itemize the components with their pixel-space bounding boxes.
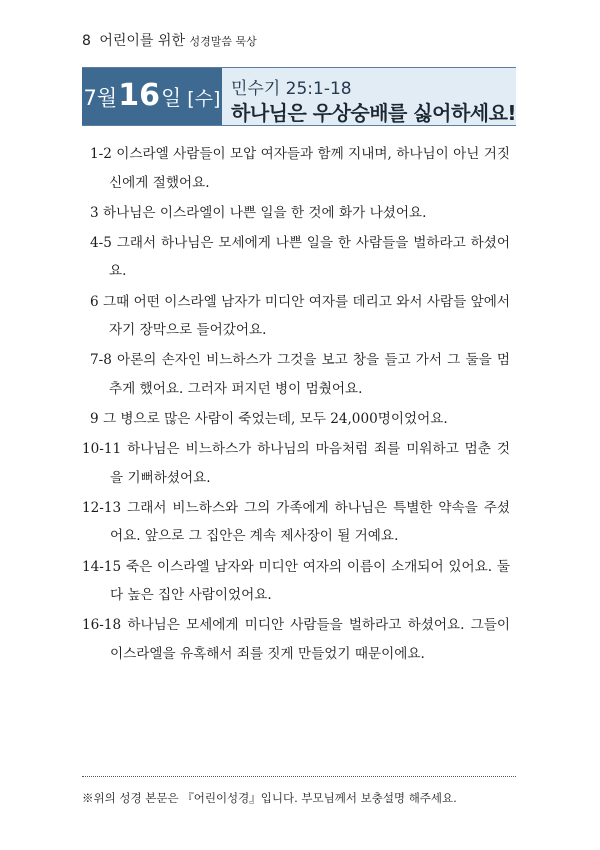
date-day-unit: 일 xyxy=(160,86,182,110)
date-box xyxy=(82,68,222,125)
footnote: ※위의 성경 본문은 『어린이성경』입니다. 부모님께서 보충설명 해주세요. xyxy=(82,791,457,805)
verse-item: 16-18 하나님은 모세에게 미디안 사람들을 벌하라고 하셨어요. 그들이 이스라엘을 유혹해서 죄를 짓게 만들었기 때문이에요. xyxy=(82,617,510,662)
book-subtitle: 성경말씀 묵상 xyxy=(189,35,257,48)
date-month-unit: 월 xyxy=(96,86,118,110)
verse-item: 12-13 그래서 비느하스와 그의 가족에게 하나님은 특별한 약속을 주셨어요. 앞으로 그 집안은 계속 제사장이 될 거예요. xyxy=(82,499,510,545)
verse-list xyxy=(82,140,510,670)
verse-item: 3 하나님은 이스라엘이 나쁜 일을 한 것에 화가 나셨어요. xyxy=(90,204,427,221)
verse-item: 7-8 아론의 손자인 비느하스가 그것을 보고 창을 들고 가서 그 둘을 멈추게 했어요. 그러자 퍼지던 병이 멈췄어요. xyxy=(90,352,510,397)
page-number: 8 xyxy=(82,33,91,49)
page-title: 하나님은 우상숭배를 싫어하세요! xyxy=(231,101,517,125)
verse-item: 6 그때 어떤 이스라엘 남자가 미디안 여자를 데리고 와서 사람들 앞에서 자기 장막으로 들어갔어요. xyxy=(90,293,510,339)
title-band xyxy=(82,67,516,126)
verse-item: 10-11 하나님은 비느하스가 하나님의 마음처럼 죄를 미워하고 멈춘 것을 기뻐하셨어요. xyxy=(82,441,510,486)
page-header xyxy=(82,30,257,50)
book-title: 어린이를 위한 xyxy=(99,33,185,49)
verse-item: 1-2 이스라엘 사람들이 모압 여자들과 함께 지내며, 하나님이 아닌 거짓 신에게 절했어요. xyxy=(90,146,510,191)
footnote-divider xyxy=(82,776,516,777)
verse-item: 14-15 죽은 이스라엘 남자와 미디안 여자의 이름이 소개되어 있어요. 둘 다 높은 집안 사람이었어요. xyxy=(82,558,510,603)
date-weekday: [수] xyxy=(187,88,221,110)
scripture-reference: 민수기 25:1-18 xyxy=(231,79,352,99)
verse-item: 4-5 그래서 하나님은 모세에게 나쁜 일을 한 사람들을 벌하라고 하셨어요. xyxy=(90,234,510,280)
verse-item: 9 그 병으로 많은 사람이 죽었는데, 모두 24,000명이었어요. xyxy=(90,410,448,427)
date-month: 7 xyxy=(83,86,97,110)
date-day: 16 xyxy=(118,78,160,113)
